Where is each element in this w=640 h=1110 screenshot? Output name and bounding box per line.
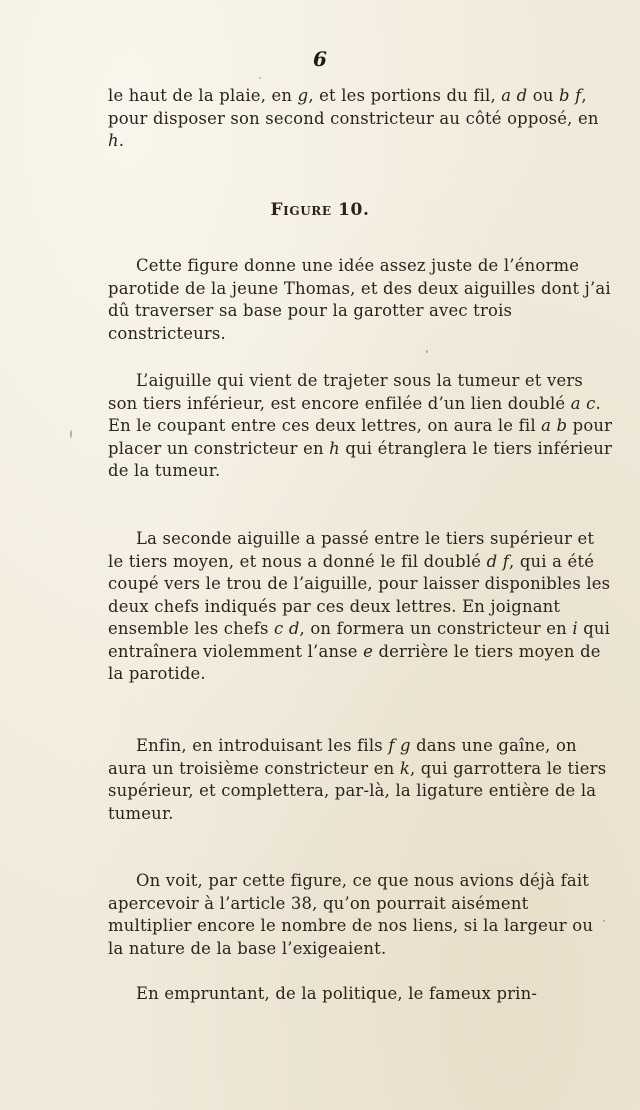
paragraph-7: En empruntant, de la politique, le fameux prin- xyxy=(136,984,538,1003)
paper-speck xyxy=(426,350,428,353)
text-segment: Enfin, en introduisant les fils xyxy=(136,736,389,755)
page-number: 6 xyxy=(313,47,327,71)
text-segment: pour placer un constricteur en xyxy=(108,416,613,458)
text-segment: derrière le tiers moyen de la parotide. xyxy=(108,641,601,683)
paragraph-1 xyxy=(108,85,613,153)
paper-speck xyxy=(70,430,72,438)
letter-label: a d xyxy=(501,86,528,105)
letter-label: g xyxy=(297,86,309,105)
text-segment: L’aiguille qui vient de trajeter sous la tumeur et vers son tiers inférieur, est encore enfilée d’un lien doublé xyxy=(108,371,583,413)
paragraph-3 xyxy=(108,370,613,483)
text-segment: le haut de la plaie, en xyxy=(108,86,298,105)
letter-label: c d xyxy=(274,619,300,638)
paragraph-2: Cette figure donne une idée assez juste de l’énorme parotide de la jeune Thomas, et des deux aiguilles dont j’ai dû traverser sa base pour la garotter avec trois constricteurs. xyxy=(108,256,611,343)
text-segment: qui étranglera le tiers inférieur de la tumeur. xyxy=(108,438,613,480)
paragraph-4 xyxy=(108,528,613,686)
paper-speck xyxy=(259,77,261,79)
paragraph-6: On voit, par cette figure, ce que nous avions déjà fait apercevoir à l’article 38, qu’on pourrait aisément multiplier encore le nombre de nos liens, si la largeur ou la nature de la base l’exigeaient. xyxy=(108,871,594,958)
text-segment: qui entraînera violemment l’anse xyxy=(108,619,611,661)
letter-label: h xyxy=(108,131,119,150)
letter-label: a c xyxy=(570,393,596,413)
text-segment: , et les portions du fil, xyxy=(308,86,502,105)
paragraph-5 xyxy=(108,735,613,825)
letter-label: f g xyxy=(388,736,411,755)
letter-label: d f xyxy=(486,551,509,571)
text-segment: . xyxy=(118,131,125,150)
letter-label: i xyxy=(572,619,578,638)
text-segment: dans une gaîne, on aura un troisième constricteur en xyxy=(108,736,577,778)
paper-speck xyxy=(603,920,605,922)
text-segment: , pour disposer son second constricteur au côté opposé, en xyxy=(108,86,599,128)
text-segment: , on formera un constricteur en xyxy=(299,619,573,638)
text-segment: . En le coupant entre ces deux lettres, on aura le fil xyxy=(108,393,601,435)
letter-label: b f xyxy=(559,86,582,105)
figure-heading: Figure 10. xyxy=(270,200,370,220)
letter-label: k xyxy=(399,758,410,778)
letter-label: h xyxy=(329,438,340,458)
letter-label: a b xyxy=(541,416,568,435)
letter-label: e xyxy=(363,641,374,661)
text-segment: , qui garrottera le tiers supérieur, et complettera, par-là, la ligature entière de la tumeur. xyxy=(108,758,607,823)
text-segment: ou xyxy=(527,86,560,105)
text-segment: La seconde aiguille a passé entre le tiers supérieur et le tiers moyen, et nous a donné le fil doublé xyxy=(108,529,595,571)
text-segment: , qui a été coupé vers le trou de l’aiguille, pour laisser disponibles les deux chefs indiqués par ces deux lettres. En joignant ensemble les chefs xyxy=(108,551,611,638)
